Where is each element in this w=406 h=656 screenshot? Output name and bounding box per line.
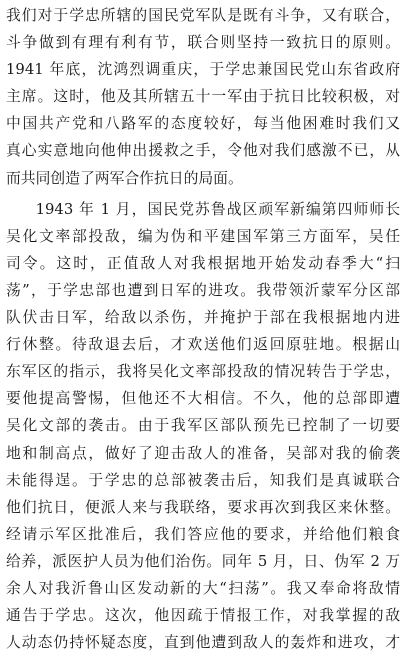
text-line: 我们对于学忠所辖的国民党军队是既有斗争，又有联合，: [6, 7, 400, 24]
text-line: 吴化文率部投敌，编为伪和平建国军第三方面军，吴任: [6, 227, 400, 245]
text-line: 给养，派医护人员为他们治伤。同年 5 月，日、伪军 2 万: [6, 552, 400, 570]
text-line: 未能得逞。于学忠的总部被袭击后，知我们是真诚联合: [6, 471, 400, 489]
text-line: 通告于学忠。这次，他因疏于情报工作，对我掌握的敌: [6, 607, 400, 625]
text-line: 斗争做到有理有利有节，联合则坚持一致抗日的原则。: [6, 34, 400, 52]
paragraph-2: [6, 196, 400, 656]
text-line: 队伏击日军，给敌以杀伤，并掩护于部在我根据地内进: [6, 309, 400, 327]
paragraph-1: [6, 2, 400, 192]
text-line: 要他提高警惕，但他还不大相信。不久，他的总部即遭: [6, 390, 400, 408]
text-line: 人动态仍持怀疑态度，直到他遭到敌人的轰炸和进攻，才: [6, 634, 400, 652]
text-line: 地和制高点，做好了迎击敌人的准备，吴部对我的偷袭: [6, 444, 400, 462]
text-line: 他们抗日，便派人来与我联络，要求再次到我区来休整。: [6, 498, 400, 516]
text-line: 东军区的指示，我将吴化文率部投敌的情况转告于学忠，: [6, 363, 400, 381]
text-line: 主席。这时，他及其所辖五十一军由于抗日比较积极，对: [6, 88, 400, 106]
text-line: 吴化文部的袭击。由于我军区部队预先已控制了一切要: [6, 417, 400, 435]
text-line: 而共同创造了两军合作抗日的局面。: [6, 169, 243, 187]
text-line: 中国共产党和八路军的态度较好，每当他困难时我们又: [6, 115, 400, 133]
document-page: [6, 2, 400, 656]
text-line: 真心实意地向他伸出援救之手，令他对我们感激不已，从: [6, 142, 400, 160]
text-line: 行休整。待敌退去后，才欢送他们返回原驻地。根据山: [6, 336, 400, 354]
text-line: 余人对我沂鲁山区发动新的大“扫荡”。我又奉命将敌情: [6, 579, 400, 597]
text-line: 1941 年底，沈鸿烈调重庆，于学忠兼国民党山东省政府: [6, 61, 400, 79]
text-line: 1943 年 1 月，国民党苏鲁战区顽军新编第四师师长: [35, 200, 400, 218]
text-line: 经请示军区批准后，我们答应他的要求，并给他们粮食: [6, 525, 400, 543]
text-line: 荡”，于学忠部也遭到日军的进攻。我带领沂蒙军分区部: [6, 281, 400, 299]
text-line: 司令。这时，正值敌人对我根据地开始发动春季大“扫: [6, 254, 400, 272]
